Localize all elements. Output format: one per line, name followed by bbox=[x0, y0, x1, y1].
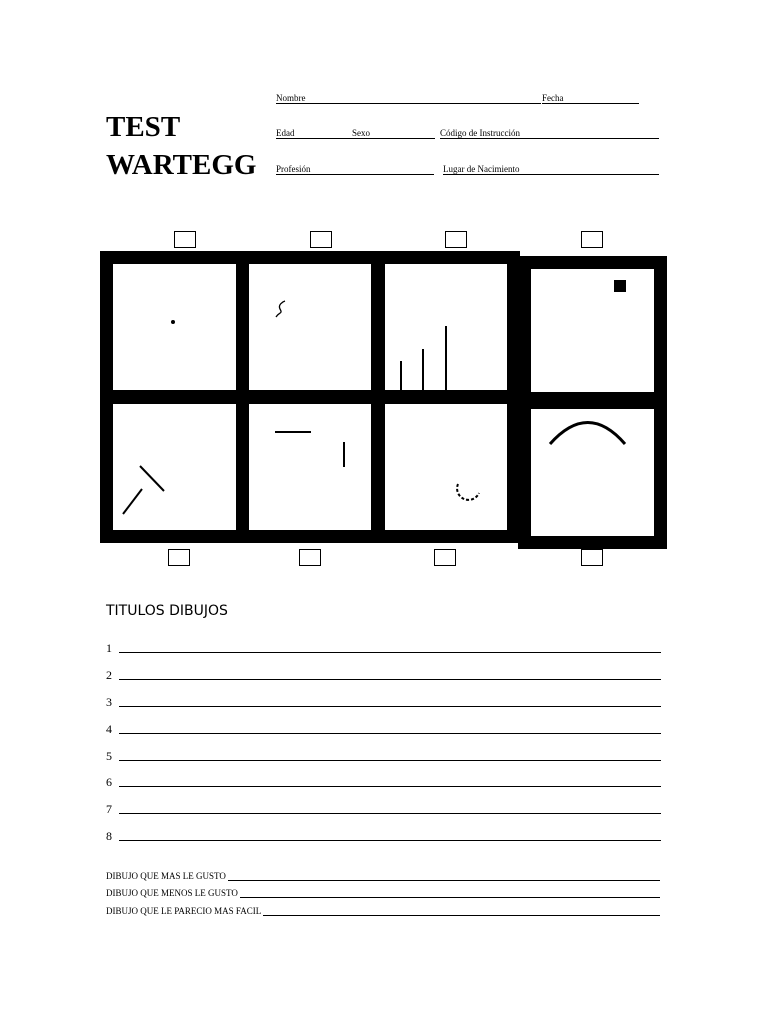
title-line-8[interactable] bbox=[119, 840, 661, 841]
stimulus-arc bbox=[531, 409, 654, 536]
title-number-2: 2 bbox=[106, 668, 112, 682]
profesion-label: Profesión bbox=[276, 164, 311, 174]
stimulus-dotted-arc bbox=[385, 404, 507, 530]
title-number-6: 6 bbox=[106, 775, 112, 789]
title-line-7[interactable] bbox=[119, 813, 661, 814]
drawing-cell-7[interactable] bbox=[385, 404, 507, 530]
number-box-2[interactable] bbox=[310, 231, 332, 248]
drawing-cell-5[interactable] bbox=[113, 404, 236, 530]
stimulus-three-lines bbox=[385, 264, 507, 390]
title-number-4: 4 bbox=[106, 722, 112, 736]
title-row-5[interactable] bbox=[106, 749, 661, 763]
drawing-cell-4[interactable] bbox=[531, 269, 654, 392]
number-box-1[interactable] bbox=[174, 231, 196, 248]
drawing-cell-6[interactable] bbox=[249, 404, 371, 530]
fecha-line[interactable] bbox=[542, 103, 639, 104]
stimulus-wavy-line bbox=[249, 264, 371, 390]
title-number-7: 7 bbox=[106, 802, 112, 816]
stimulus-diagonals bbox=[113, 404, 236, 530]
title-line-3[interactable] bbox=[119, 706, 661, 707]
title-number-5: 5 bbox=[106, 749, 112, 763]
title-number-8: 8 bbox=[106, 829, 112, 843]
test-title-line2: WARTEGG bbox=[106, 149, 257, 181]
stimulus-h-v-lines bbox=[249, 404, 371, 530]
title-line-1[interactable] bbox=[119, 652, 661, 653]
drawing-cell-2[interactable] bbox=[249, 264, 371, 390]
codigo-label: Código de Instrucción bbox=[440, 128, 520, 138]
edad-label: Edad bbox=[276, 128, 295, 138]
easiest-label: DIBUJO QUE LE PARECIO MAS FACIL bbox=[106, 906, 262, 916]
drawing-cell-1[interactable] bbox=[113, 264, 236, 390]
nombre-line[interactable] bbox=[276, 103, 541, 104]
most-liked-label: DIBUJO QUE MAS LE GUSTO bbox=[106, 871, 226, 881]
drawing-cell-8[interactable] bbox=[531, 409, 654, 536]
lugar-label: Lugar de Nacimiento bbox=[443, 164, 520, 174]
title-line-5[interactable] bbox=[119, 760, 661, 761]
least-liked-row[interactable] bbox=[106, 888, 660, 900]
title-line-4[interactable] bbox=[119, 733, 661, 734]
fecha-label: Fecha bbox=[542, 93, 564, 103]
title-row-7[interactable] bbox=[106, 802, 661, 816]
number-box-4[interactable] bbox=[581, 231, 603, 248]
codigo-line[interactable] bbox=[440, 138, 659, 139]
number-box-3[interactable] bbox=[445, 231, 467, 248]
title-row-6[interactable] bbox=[106, 775, 661, 789]
number-box-7[interactable] bbox=[434, 549, 456, 566]
profesion-line[interactable] bbox=[276, 174, 434, 175]
least-liked-label: DIBUJO QUE MENOS LE GUSTO bbox=[106, 888, 238, 898]
drawing-cell-3[interactable] bbox=[385, 264, 507, 390]
title-row-8[interactable] bbox=[106, 829, 661, 843]
most-liked-row[interactable] bbox=[106, 871, 660, 883]
easiest-row[interactable] bbox=[106, 906, 660, 918]
title-row-4[interactable] bbox=[106, 722, 661, 736]
title-number-1: 1 bbox=[106, 641, 112, 655]
number-box-6[interactable] bbox=[299, 549, 321, 566]
title-line-2[interactable] bbox=[119, 679, 661, 680]
number-box-5[interactable] bbox=[168, 549, 190, 566]
lugar-line[interactable] bbox=[443, 174, 659, 175]
test-title-line1: TEST bbox=[106, 111, 181, 143]
sexo-label: Sexo bbox=[352, 128, 370, 138]
stimulus-square bbox=[531, 269, 654, 392]
number-box-8[interactable] bbox=[581, 549, 603, 566]
nombre-label: Nombre bbox=[276, 93, 306, 103]
title-line-6[interactable] bbox=[119, 786, 661, 787]
title-row-1[interactable] bbox=[106, 641, 661, 655]
titles-heading: TITULOS DIBUJOS bbox=[106, 603, 228, 619]
edad-sexo-line[interactable] bbox=[276, 138, 435, 139]
title-row-3[interactable] bbox=[106, 695, 661, 709]
title-number-3: 3 bbox=[106, 695, 112, 709]
title-row-2[interactable] bbox=[106, 668, 661, 682]
stimulus-dot bbox=[113, 264, 236, 390]
